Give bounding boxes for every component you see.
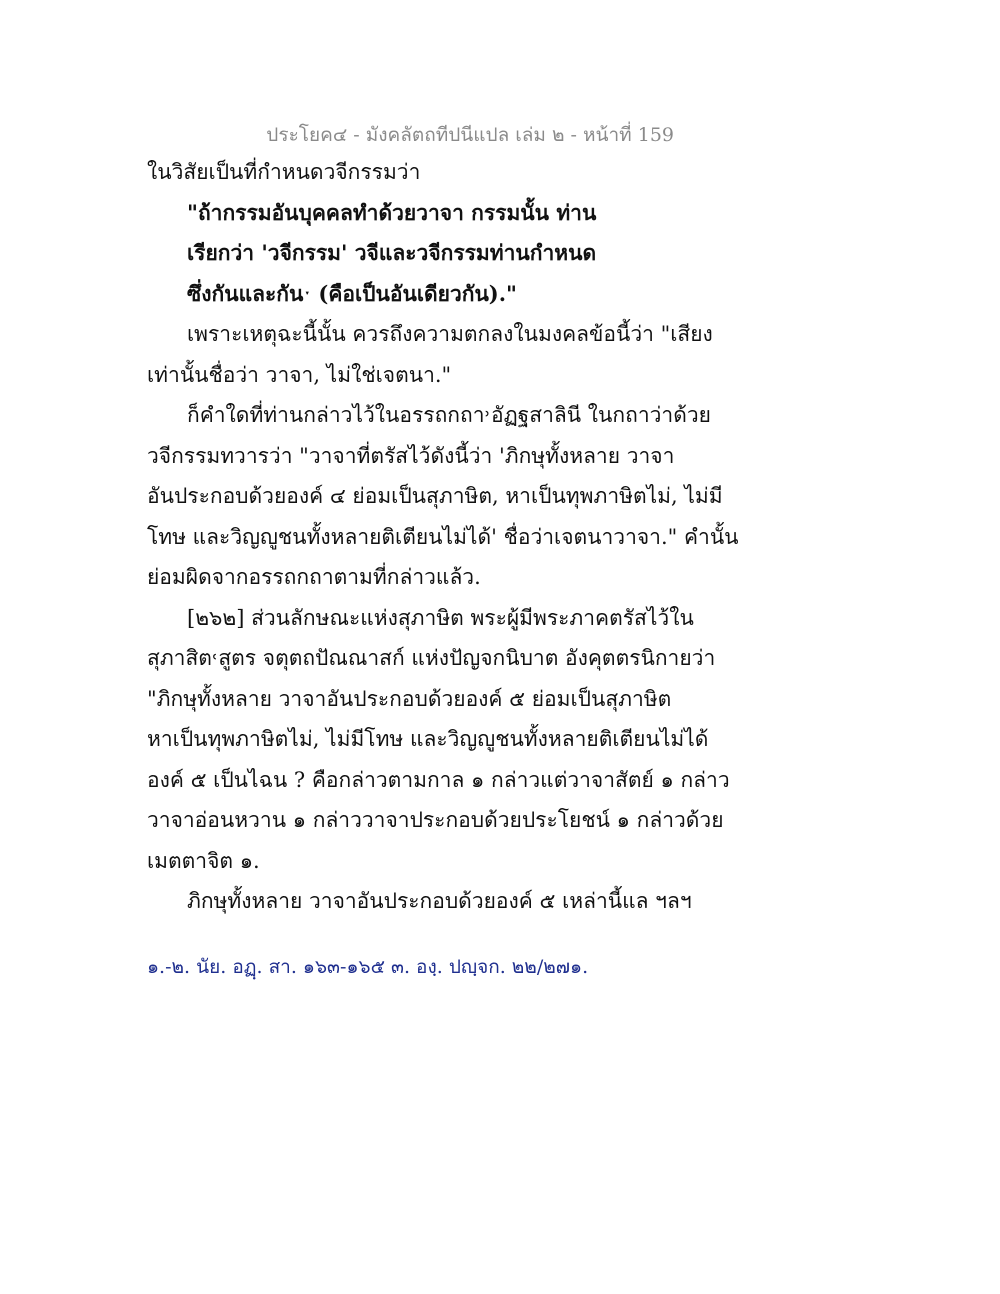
paragraph-first-line: ก็คำใดที่ท่านกล่าวไว้ในอรรถกถา˒อัฏฐสาลินี ในกถาว่าด้วย [187,403,711,427]
paragraph-first-line: เพราะเหตุฉะนี้นั้น ควรถึงความตกลงในมงคลข้อนี้ว่า "เสียง [187,322,713,346]
quote-line: "ถ้ากรรมอันบุคคลทำด้วยวาจา กรรมนั้น ท่าน [187,199,597,225]
text-line: วาจาอ่อนหวาน ๑ กล่าววาจาประกอบด้วยประโยชน์ ๑ กล่าวด้วย [147,808,724,832]
text-line: โทษ และวิญญูชนทั้งหลายติเตียนไม่ได้' ชื่อว่าเจตนาวาจา." คำนั้น [147,524,739,549]
text-line: เมตตาจิต ๑. [147,848,260,873]
quote-line: ซึ่งกันและกันˑ (คือเป็นอันเดียวกัน)." [187,280,517,306]
text-line: หาเป็นทุพภาษิตไม่, ไม่มีโทษ และวิญญูชนทั้งหลายติเตียนไม่ได้ [147,727,709,751]
text-line: ในวิสัยเป็นที่กำหนดวจีกรรมว่า [147,160,421,184]
running-head: ประโยค๔ - มังคลัตถทีปนีแปล เล่ม ๒ - หน้าที่ 159 [266,124,674,146]
quote-line: เรียกว่า 'วจีกรรม' วจีและวจีกรรมท่านกำหนด [187,240,597,265]
paragraph-first-line: ภิกษุทั้งหลาย วาจาอันประกอบด้วยองค์ ๕ เหล่านี้แล ฯลฯ [187,889,692,913]
paragraph-first-line: [๒๖๒] ส่วนลักษณะแห่งสุภาษิต พระผู้มีพระภาคตรัสไว้ใน [187,605,694,630]
text-line: สุภาสิต˓สูตร จตุตถปัณณาสก์ แห่งปัญจกนิบาต อังคุตตรนิกายว่า [147,646,716,670]
body-text [147,152,739,922]
text-line: องค์ ๕ เป็นไฉน ? คือกล่าวตามกาล ๑ กล่าวแต่วาจาสัตย์ ๑ กล่าว [147,767,730,792]
text-line: "ภิกษุทั้งหลาย วาจาอันประกอบด้วยองค์ ๕ ย่อมเป็นสุภาษิต [147,686,672,711]
text-line: อันประกอบด้วยองค์ ๔ ย่อมเป็นสุภาษิต, หาเป็นทุพภาษิตไม่, ไม่มี [147,484,723,508]
text-line: วจีกรรมทวารว่า "วาจาที่ตรัสไว้ดังนี้ว่า 'ภิกษุทั้งหลาย วาจา [147,443,675,468]
text-line: ย่อมผิดจากอรรถกถาตามที่กล่าวแล้ว. [147,565,481,589]
text-line: เท่านั้นชื่อว่า วาจา, ไม่ใช่เจตนา." [147,362,452,387]
footnote: ๑.-๒. นัย. อฏฺ. สา. ๑๖๓-๑๖๕ ๓. องฺ. ปญฺจก. ๒๒/๒๗๑. [147,956,589,978]
